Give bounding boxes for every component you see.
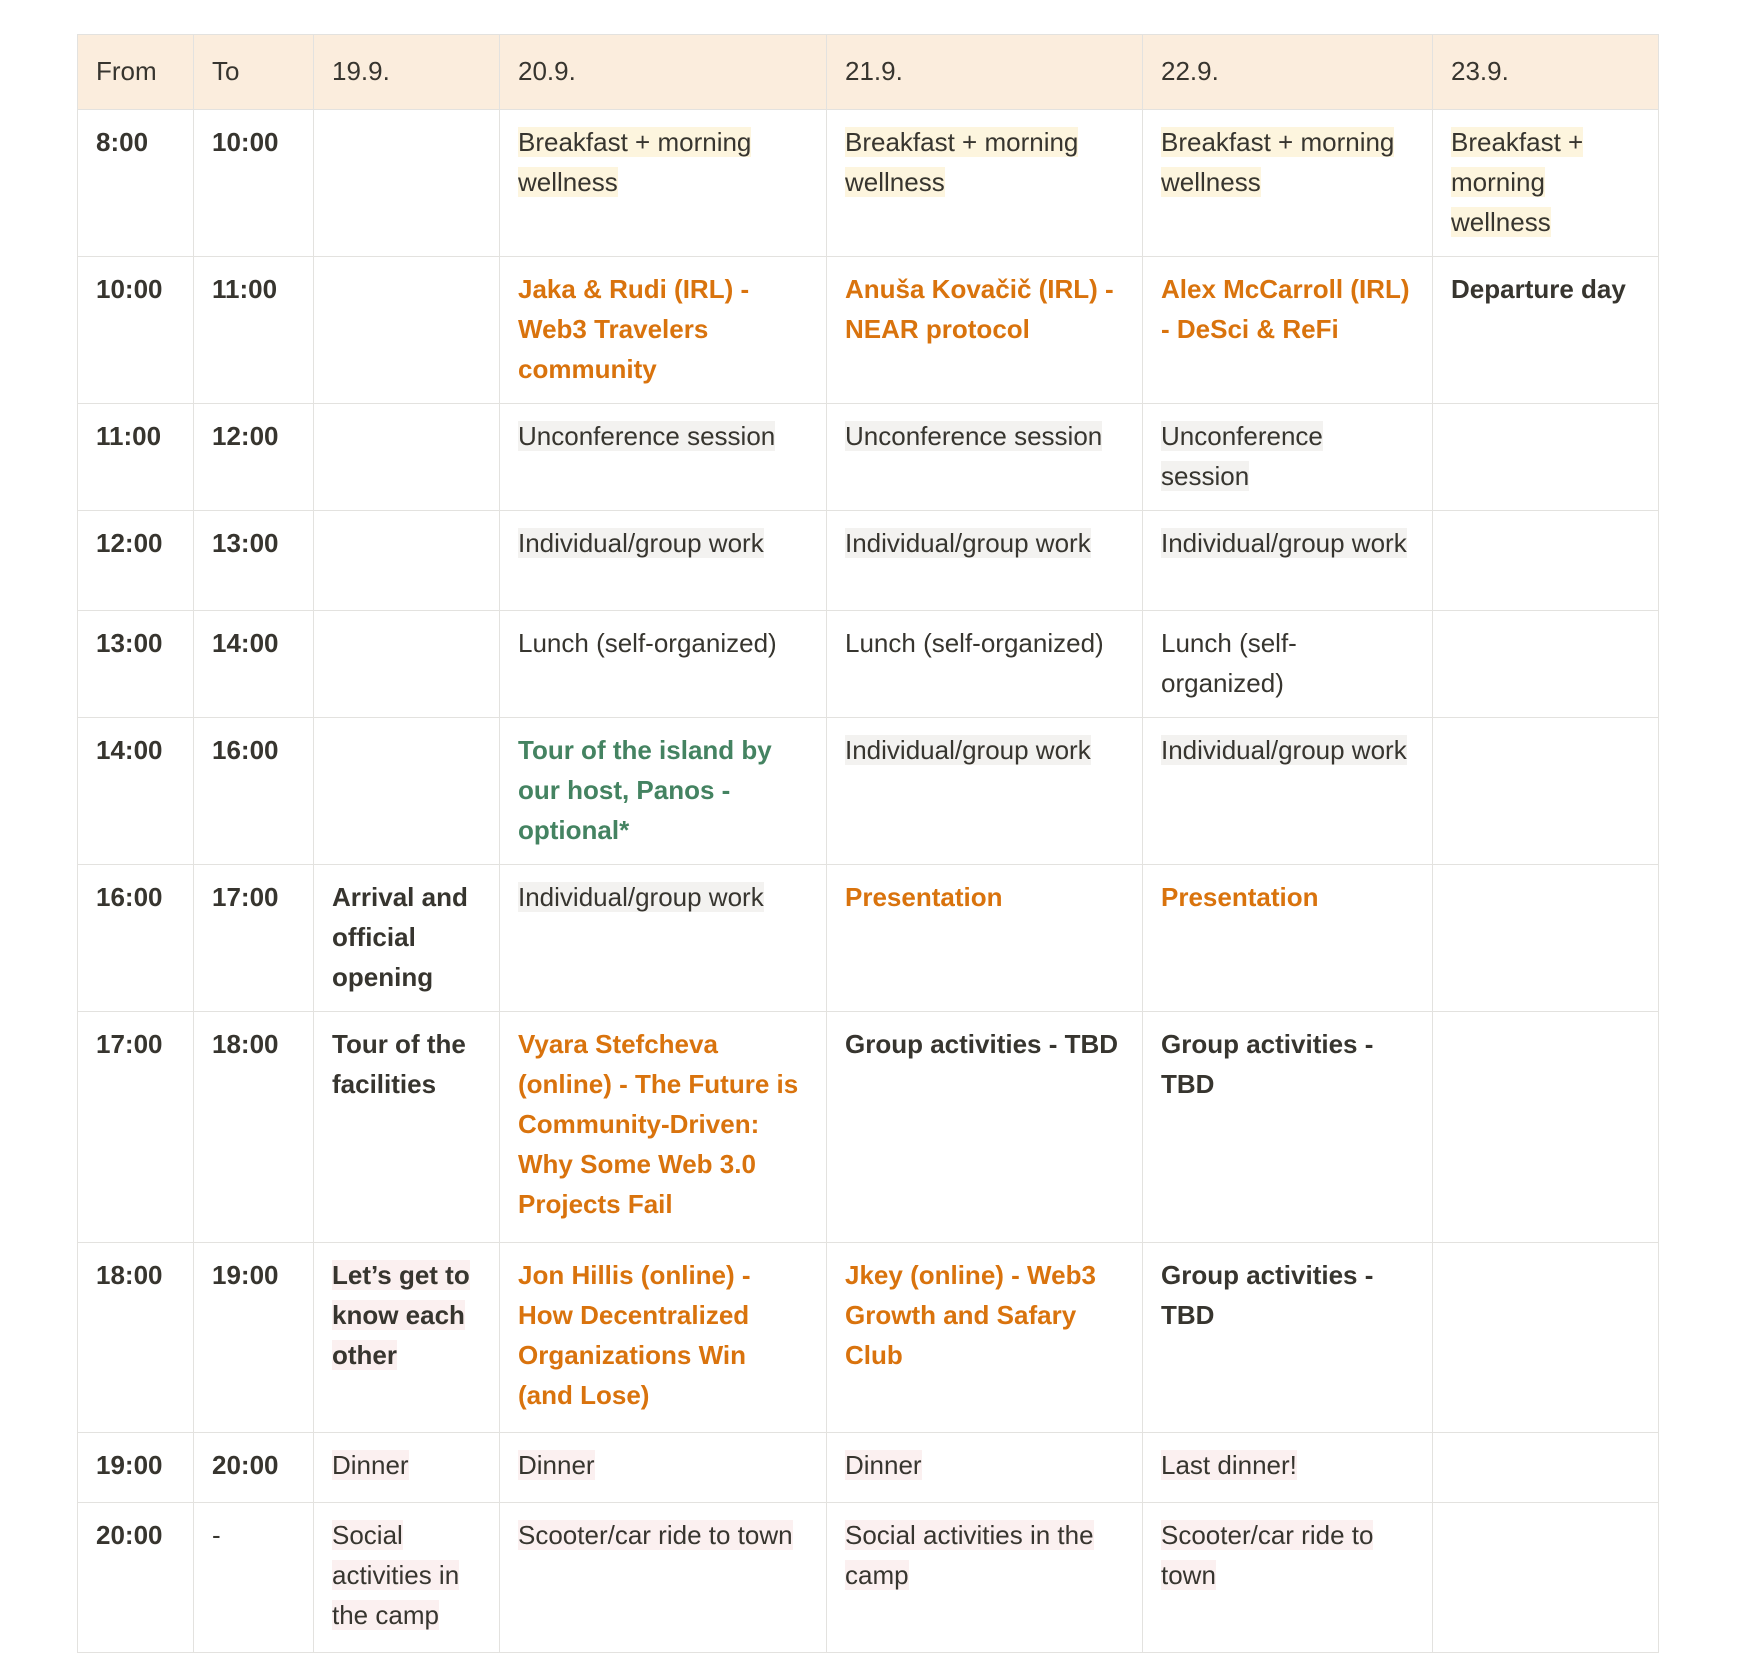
activity-group-work: Individual/group work (1161, 735, 1407, 765)
cell-20 (500, 257, 827, 404)
cell-19 (314, 257, 500, 404)
time-to: 16:00 (194, 718, 314, 865)
time-from: 8:00 (78, 110, 194, 257)
table-row (78, 1503, 1659, 1653)
cell-23 (1433, 110, 1659, 257)
time-from: 19:00 (78, 1433, 194, 1503)
header-day-19: 19.9. (314, 35, 500, 110)
speaker-session: Jon Hillis (online) - How Decentralized Organizations Win (and Lose) (518, 1260, 751, 1410)
cell-21 (827, 865, 1143, 1012)
activity-arrival: Arrival and official opening (332, 882, 468, 992)
activity-breakfast: Breakfast + morning wellness (845, 127, 1079, 197)
header-day-20: 20.9. (500, 35, 827, 110)
cell-23 (1433, 404, 1659, 511)
time-to: 19:00 (194, 1243, 314, 1433)
activity-breakfast: Breakfast + morning wellness (1161, 127, 1395, 197)
time-to: 11:00 (194, 257, 314, 404)
cell-23 (1433, 1433, 1659, 1503)
cell-19 (314, 1503, 500, 1653)
cell-22 (1143, 110, 1433, 257)
activity-group-work: Individual/group work (518, 528, 764, 558)
activity-get-to-know: Let’s get to know each other (332, 1260, 470, 1370)
speaker-session: Alex McCarroll (IRL) - DeSci & ReFi (1161, 274, 1410, 344)
cell-19 (314, 511, 500, 611)
activity-scooter-ride: Scooter/car ride to town (518, 1520, 793, 1550)
time-from: 14:00 (78, 718, 194, 865)
header-day-22: 22.9. (1143, 35, 1433, 110)
cell-23 (1433, 257, 1659, 404)
cell-22 (1143, 1243, 1433, 1433)
table-row (78, 718, 1659, 865)
activity-facilities-tour: Tour of the facilities (332, 1029, 466, 1099)
cell-20 (500, 404, 827, 511)
activity-group-work: Individual/group work (518, 882, 764, 912)
time-to: 20:00 (194, 1433, 314, 1503)
time-to: 12:00 (194, 404, 314, 511)
cell-21 (827, 1012, 1143, 1243)
cell-20 (500, 718, 827, 865)
time-from: 13:00 (78, 611, 194, 718)
cell-21 (827, 110, 1143, 257)
cell-23 (1433, 511, 1659, 611)
cell-23 (1433, 1012, 1659, 1243)
time-from: 11:00 (78, 404, 194, 511)
cell-21 (827, 611, 1143, 718)
activity-dinner: Dinner (845, 1450, 922, 1480)
cell-19 (314, 1243, 500, 1433)
cell-22 (1143, 1433, 1433, 1503)
table-row (78, 1012, 1659, 1243)
cell-23 (1433, 1503, 1659, 1653)
activity-breakfast: Breakfast + morning wellness (1451, 127, 1584, 237)
header-day-21: 21.9. (827, 35, 1143, 110)
cell-22 (1143, 1503, 1433, 1653)
cell-20 (500, 1503, 827, 1653)
cell-19 (314, 110, 500, 257)
speaker-session: Anuša Kovačič (IRL) - NEAR protocol (845, 274, 1114, 344)
time-from: 12:00 (78, 511, 194, 611)
cell-21 (827, 257, 1143, 404)
table-row (78, 611, 1659, 718)
departure-day: Departure day (1451, 274, 1626, 304)
header-day-23: 23.9. (1433, 35, 1659, 110)
activity-island-tour: Tour of the island by our host, Panos - optional* (518, 735, 772, 845)
cell-22 (1143, 257, 1433, 404)
activity-unconference: Unconference session (1161, 421, 1323, 491)
activity-dinner: Dinner (332, 1450, 409, 1480)
speaker-session: Jkey (online) - Web3 Growth and Safary Club (845, 1260, 1096, 1370)
cell-21 (827, 1243, 1143, 1433)
time-to: 14:00 (194, 611, 314, 718)
table-row (78, 404, 1659, 511)
time-from: 17:00 (78, 1012, 194, 1243)
activity-group-work: Individual/group work (845, 528, 1091, 558)
activity-group-activities: Group activities - TBD (845, 1029, 1119, 1059)
cell-19 (314, 718, 500, 865)
cell-20 (500, 1243, 827, 1433)
time-to: 17:00 (194, 865, 314, 1012)
cell-21 (827, 511, 1143, 611)
cell-21 (827, 404, 1143, 511)
cell-20 (500, 511, 827, 611)
speaker-session: Jaka & Rudi (IRL) - Web3 Travelers community (518, 274, 750, 384)
activity-presentation: Presentation (845, 882, 1003, 912)
cell-21 (827, 1503, 1143, 1653)
time-from: 16:00 (78, 865, 194, 1012)
cell-19 (314, 865, 500, 1012)
activity-unconference: Unconference session (518, 421, 776, 451)
activity-last-dinner: Last dinner! (1161, 1450, 1297, 1480)
schedule-table (77, 34, 1659, 1653)
cell-23 (1433, 865, 1659, 1012)
activity-lunch: Lunch (self-organized) (845, 628, 1104, 658)
cell-20 (500, 611, 827, 718)
cell-19 (314, 611, 500, 718)
time-from: 10:00 (78, 257, 194, 404)
cell-23 (1433, 1243, 1659, 1433)
table-row (78, 257, 1659, 404)
activity-group-work: Individual/group work (845, 735, 1091, 765)
cell-20 (500, 865, 827, 1012)
cell-23 (1433, 718, 1659, 865)
cell-20 (500, 1012, 827, 1243)
time-to: - (194, 1503, 314, 1653)
activity-breakfast: Breakfast + morning wellness (518, 127, 752, 197)
header-row (78, 35, 1659, 110)
activity-group-activities: Group activities - TBD (1161, 1029, 1374, 1099)
cell-20 (500, 110, 827, 257)
table-row (78, 1433, 1659, 1503)
activity-lunch: Lunch (self-organized) (1161, 628, 1297, 698)
cell-22 (1143, 1012, 1433, 1243)
table-row (78, 865, 1659, 1012)
header-to: To (194, 35, 314, 110)
cell-19 (314, 1012, 500, 1243)
activity-dinner: Dinner (518, 1450, 595, 1480)
activity-social: Social activities in the camp (332, 1520, 460, 1630)
cell-22 (1143, 718, 1433, 865)
activity-lunch: Lunch (self-organized) (518, 628, 777, 658)
cell-22 (1143, 511, 1433, 611)
table-row (78, 1243, 1659, 1433)
time-to: 18:00 (194, 1012, 314, 1243)
activity-scooter-ride: Scooter/car ride to town (1161, 1520, 1374, 1590)
activity-group-activities: Group activities - TBD (1161, 1260, 1374, 1330)
time-to: 13:00 (194, 511, 314, 611)
cell-22 (1143, 865, 1433, 1012)
time-from: 20:00 (78, 1503, 194, 1653)
cell-19 (314, 404, 500, 511)
activity-unconference: Unconference session (845, 421, 1103, 451)
cell-22 (1143, 404, 1433, 511)
cell-19 (314, 1433, 500, 1503)
table-row (78, 110, 1659, 257)
time-to: 10:00 (194, 110, 314, 257)
cell-21 (827, 1433, 1143, 1503)
activity-group-work: Individual/group work (1161, 528, 1407, 558)
cell-21 (827, 718, 1143, 865)
speaker-session: Vyara Stefcheva (online) - The Future is Community-Driven: Why Some Web 3.0 Projects Fail (518, 1029, 799, 1219)
cell-23 (1433, 611, 1659, 718)
activity-social: Social activities in the camp (845, 1520, 1094, 1590)
table-row (78, 511, 1659, 611)
time-from: 18:00 (78, 1243, 194, 1433)
cell-20 (500, 1433, 827, 1503)
header-from: From (78, 35, 194, 110)
cell-22 (1143, 611, 1433, 718)
activity-presentation: Presentation (1161, 882, 1319, 912)
